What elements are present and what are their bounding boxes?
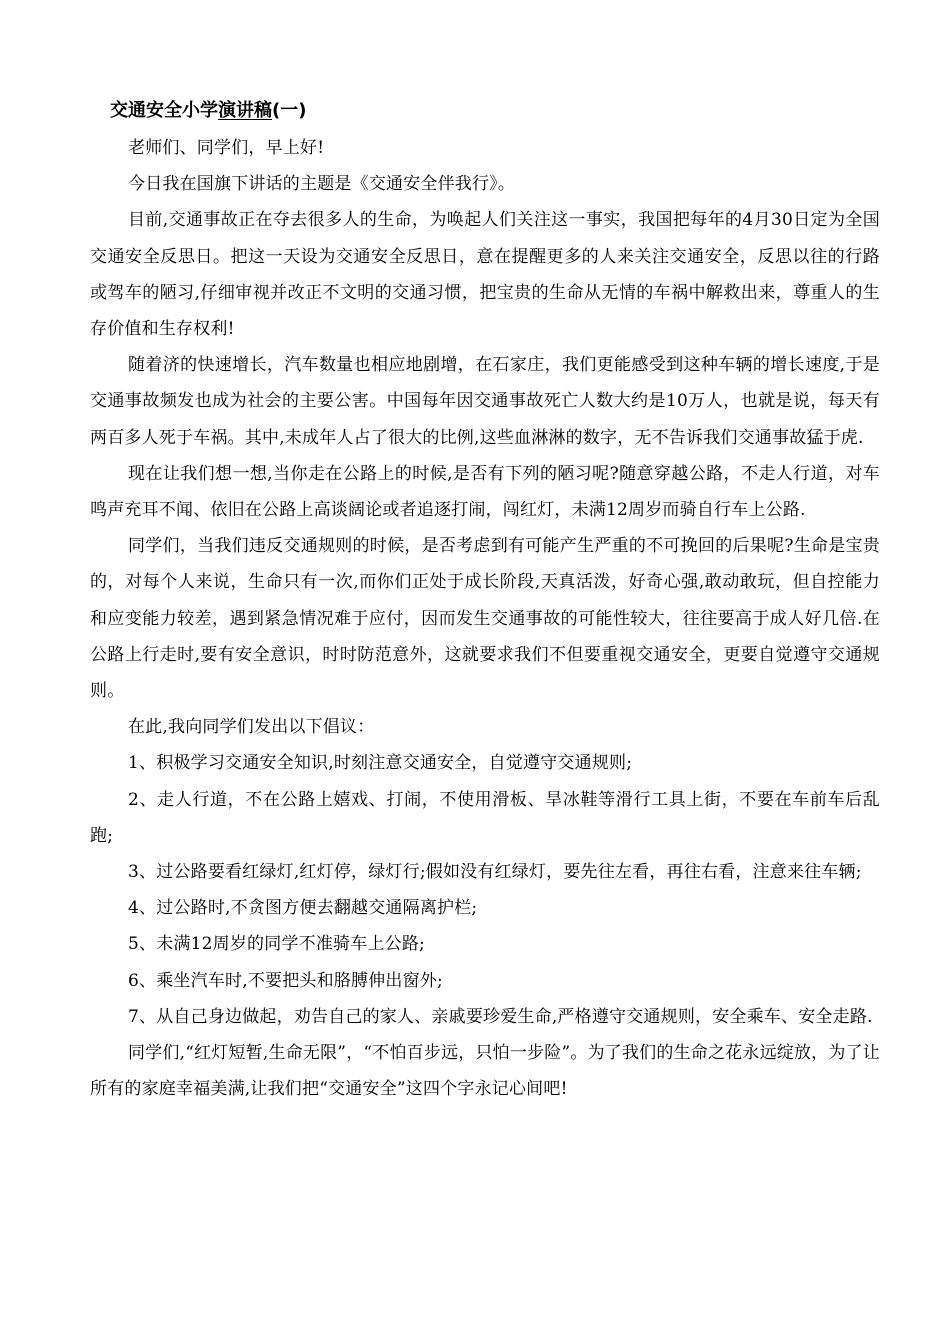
body-paragraph: 目前,交通事故正在夺去很多人的生命，为唤起人们关注这一事实，我国把每年的4月30日定为全国交通安全反思日。把这一天设为交通安全反思日，意在提醒更多的人来关注交通安全，反思以往的行路或驾车的陋习,仔细审视并改正不文明的交通习惯，把宝贵的生命从无情的车祸中解救出来，尊重人的生存价值和生存权利! [90,210,880,340]
proposal-intro-paragraph: 在此,我向同学们发出以下倡议： [128,717,375,738]
proposal-item: 1、积极学习交通安全知识,时刻注意交通安全，自觉遵守交通规则; [128,753,633,774]
proposal-item: 5、未满12周岁的同学不准骑车上公路; [128,934,425,955]
title-underlined: 演讲稿 [218,100,272,121]
title-prefix: 交通安全小学 [110,100,218,121]
greeting-paragraph: 老师们、同学们，早上好! [128,138,325,158]
proposal-item: 2、走人行道，不在公路上嬉戏、打闹，不使用滑板、旱冰鞋等滑行工具上街，不要在车前车后乱跑; [90,789,880,846]
title-suffix: (一) [272,100,307,121]
document-title [110,96,306,126]
proposal-item: 4、过公路时,不贪图方便去翻越交通隔离护栏; [128,898,478,919]
body-paragraph: 同学们，当我们违反交通规则的时候，是否考虑到有可能产生严重的不可挽回的后果呢?生命是宝贵的，对每个人来说，生命只有一次,而你们正处于成长阶段,天真活泼，好奇心强,敢动敢玩，但自控能力和应变能力较差，遇到紧急情况难于应付，因而发生交通事故的可能性较大，往往要高于成人好几倍.在公路上行走时,要有安全意识，时时防范意外，这就要求我们不但要重视交通安全，更要自觉遵守交通规则。 [90,536,880,702]
body-paragraph: 现在让我们想一想,当你走在公路上的时候,是否有下列的陋习呢?随意穿越公路，不走人行道，对车鸣声充耳不闻、依旧在公路上高谈阔论或者追逐打闹，闯红灯，未满12周岁而骑自行车上公路. [90,463,880,521]
document-body [90,130,880,1107]
body-paragraph: 随着济的快速增长，汽车数量也相应地剧增，在石家庄，我们更能感受到这种车辆的增长速度,于是交通事故频发也成为社会的主要公害。中国每年因交通事故死亡人数大约是10万人，也就是说，每天有两百多人死于车祸。其中,未成年人占了很大的比例,这些血淋淋的数字，无不告诉我们交通事故猛于虎. [90,355,880,448]
proposal-item: 3、过公路要看红绿灯,红灯停，绿灯行;假如没有红绿灯，要先往左看，再往右看，注意来往车辆; [128,862,862,883]
topic-paragraph: 今日我在国旗下讲话的主题是《交通安全伴我行》。 [128,174,516,195]
proposal-item: 6、乘坐汽车时,不要把头和胳膊伸出窗外; [128,970,443,991]
proposal-item: 7、从自己身边做起，劝告自己的家人、亲戚要珍爱生命,严格遵守交通规则，安全乘车、安全走路. [128,1006,873,1027]
closing-paragraph: 同学们,“红灯短暂,生命无限”，“不怕百步远，只怕一步险”。为了我们的生命之花永远绽放，为了让所有的家庭幸福美满,让我们把“交通安全”这四个字永记心间吧! [90,1043,880,1100]
